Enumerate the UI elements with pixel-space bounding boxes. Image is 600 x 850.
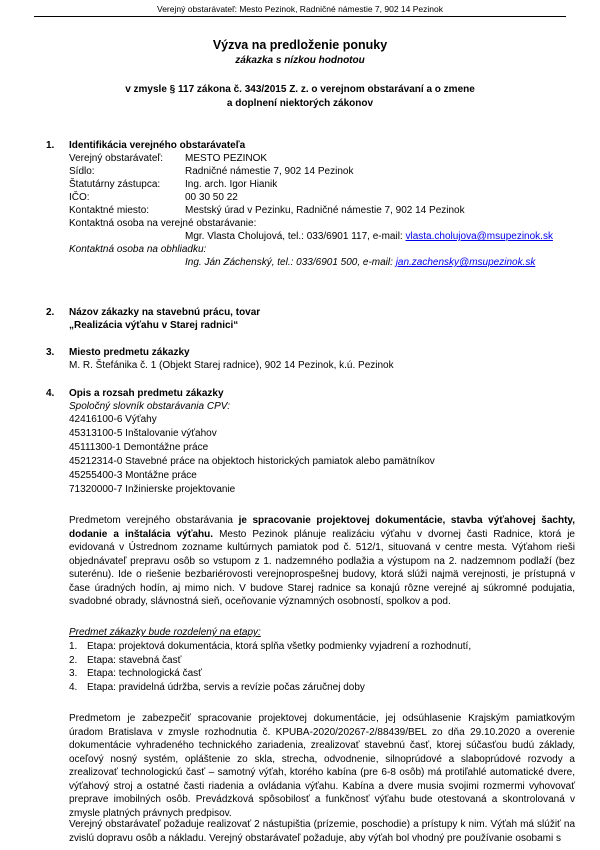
law-line-1: v zmysle § 117 zákona č. 343/2015 Z. z. o verejnom obstarávaní a o zmene — [125, 84, 475, 95]
list-item — [69, 654, 575, 668]
cpv-item: 71320000-7 Inžinierske projektovanie — [69, 484, 236, 495]
scope-intro: Predmetom verejného obstarávania — [69, 515, 239, 526]
project-paragraph: Predmetom je zabezpečiť spracovanie projektovej dokumentácie, jej odsúhlasenie Krajským pamiatkovým úradom Bratislava v zmysle rozhodnutia č. KPUBA-2020/20267-2/88439/BEL zo dňa 29.10.2020 a overenie dokumentácie vyhradeného technického zariadenia, zrealizovať stavebnú časť, ktorej súčasťou budú základy, oceľový nosný systém, opláštenie zo skla, strecha, odvodnenie, silnoprúdové a slaboprúdové rozvody a zrealizovať technologickú časť – samotný výťah, ktorého kabína (pre 6-8 osôb) má protiľahlé automatické dvere, výťahový stroj a ostatné časti riadenia a ovládania výťahu. Kabína a dvere musia svojimi rozmermi vyhovovať preprave imobilných osôb. Prevádzková spôsobilosť a funkčnosť výťahu bude otestovaná a skontrolovaná v zmysle platných právnych predpisov. — [69, 713, 575, 819]
list-item — [69, 640, 575, 654]
scope-bold: je spracovanie projektovej dokumentácie, stavba výťahovej šachty, dodanie a inštalácia výťahu. — [69, 515, 576, 540]
section-number: 3. — [46, 347, 55, 358]
item-number: 1. — [69, 641, 78, 652]
list-item — [69, 681, 575, 695]
contract-name: „Realizácia výťahu v Starej radnici“ — [69, 320, 239, 331]
section-title: Miesto predmetu zákazky — [69, 347, 190, 358]
stages-list — [69, 640, 575, 696]
section-number: 2. — [46, 307, 55, 318]
row-label: Štatutárny zástupca: — [69, 179, 161, 190]
stages-label: Predmet zákazky bude rozdelený na etapy: — [69, 627, 261, 638]
section-2 — [46, 306, 586, 334]
scope-rest: Mesto Pezinok plánuje realizáciu výťahu v dvornej časti Radnice, ktorá je evidovaná v Ústrednom zozname kultúrnych pamiatok pod č. 512/1, situovaná v centre mesta. Výťahom rieši objednávateľ prepravu osôb so vstupom z 1. nadzemného podlažia a výstupom na 2. nadzemnom podlaží (bez suterénu). Ide o riešenie bezbariérovosti verejnoprospešnej budovy, ktorá slúži najmä verejnosti, je prístupná v čase úradných hodín, aj mimo nich. V budove Starej radnice sa konajú rôzne verejné aj súkromné podujatia, svadobné obrady, slávnostná sieň, oceňovanie významných osobností, spolkov a pod. — [69, 528, 575, 607]
contact-label: Kontaktná osoba na verejné obstarávanie: — [69, 218, 257, 229]
row-label: Sídlo: — [69, 166, 95, 177]
document-subtitle: zákazka s nízkou hodnotou — [235, 55, 365, 66]
cpv-label: Spoločný slovník obstarávania CPV: — [69, 401, 231, 412]
inspection-contact-text: Ing. Ján Záchenský, tel.: 033/6901 500, e-mail: — [185, 257, 396, 268]
contact-line — [185, 230, 553, 243]
running-header: Verejný obstarávateľ: Mesto Pezinok, Radničné námestie 7, 902 14 Pezinok — [157, 4, 443, 14]
row-value: Radničné námestie 7, 902 14 Pezinok — [185, 166, 354, 177]
scope-paragraph — [69, 514, 575, 609]
cpv-item: 42416100-6 Výťahy — [69, 414, 157, 425]
section-title: Opis a rozsah predmetu zákazky — [69, 388, 224, 399]
requirements-paragraph: Verejný obstarávateľ požaduje realizovať 2 nástupištia (prízemie, poschodie) a prístupy k nim. Výťah má slúžiť na zvislú dopravu osôb a nákladu. Verejný obstarávateľ požaduje, aby výťah bol vhodný pre používanie osobami s — [69, 819, 575, 844]
row-value: 00 30 50 22 — [185, 192, 238, 203]
law-line-2: a doplnení niektorých zákonov — [226, 98, 374, 109]
stages-heading — [69, 626, 575, 640]
inspection-email-link[interactable]: jan.zachensky@msupezinok.sk — [395, 257, 536, 268]
cpv-item: 45313100-5 Inštalovanie výťahov — [69, 428, 217, 439]
section-number: 1. — [46, 140, 55, 151]
contact-text: Mgr. Vlasta Cholujová, tel.: 033/6901 117, e-mail: — [185, 231, 406, 242]
item-text: Etapa: pravidelná údržba, servis a revízie počas záručnej doby — [87, 681, 365, 693]
section-1 — [46, 139, 586, 279]
document-title: Výzva na predloženie ponuky — [212, 38, 388, 52]
inspection-contact-line — [185, 256, 535, 269]
cpv-item: 45111300-1 Demontážne práce — [69, 442, 209, 453]
item-text: Etapa: technologická časť — [87, 668, 202, 679]
row-value: Ing. arch. Igor Hianik — [185, 179, 278, 190]
row-label: IČO: — [69, 192, 90, 203]
cpv-item: 45255400-3 Montážne práce — [69, 470, 197, 481]
header-rule — [34, 16, 566, 17]
list-item — [69, 667, 575, 681]
section-title: Názov zákazky na stavebnú prácu, tovar — [69, 307, 261, 318]
section-title: Identifikácia verejného obstarávateľa — [69, 140, 246, 151]
contact-email-link[interactable]: vlasta.cholujova@msupezinok.sk — [405, 231, 553, 242]
inspection-contact-label: Kontaktná osoba na obhliadku: — [69, 244, 207, 255]
row-value: Mestský úrad v Pezinku, Radničné námestie 7, 902 14 Pezinok — [185, 205, 465, 216]
item-number: 4. — [69, 681, 78, 693]
row-label: Verejný obstarávateľ: — [69, 153, 164, 164]
row-value: MESTO PEZINOK — [185, 153, 268, 164]
section-4 — [46, 387, 586, 497]
section-3 — [46, 346, 586, 374]
section-number: 4. — [46, 388, 55, 399]
item-number: 3. — [69, 668, 78, 679]
row-label: Kontaktné miesto: — [69, 205, 150, 216]
item-text: Etapa: projektová dokumentácia, ktorá splňa všetky podmienky vyjadrení a rozhodnutí, — [87, 641, 472, 652]
law-reference — [0, 83, 600, 111]
item-text: Etapa: stavebná časť — [87, 654, 182, 666]
item-number: 2. — [69, 654, 78, 666]
cpv-item: 45212314-0 Stavebné práce na objektoch historických pamiatok alebo pamätníkov — [69, 456, 435, 467]
location-text: M. R. Štefánika č. 1 (Objekt Starej radnice), 902 14 Pezinok, k.ú. Pezinok — [69, 360, 394, 371]
